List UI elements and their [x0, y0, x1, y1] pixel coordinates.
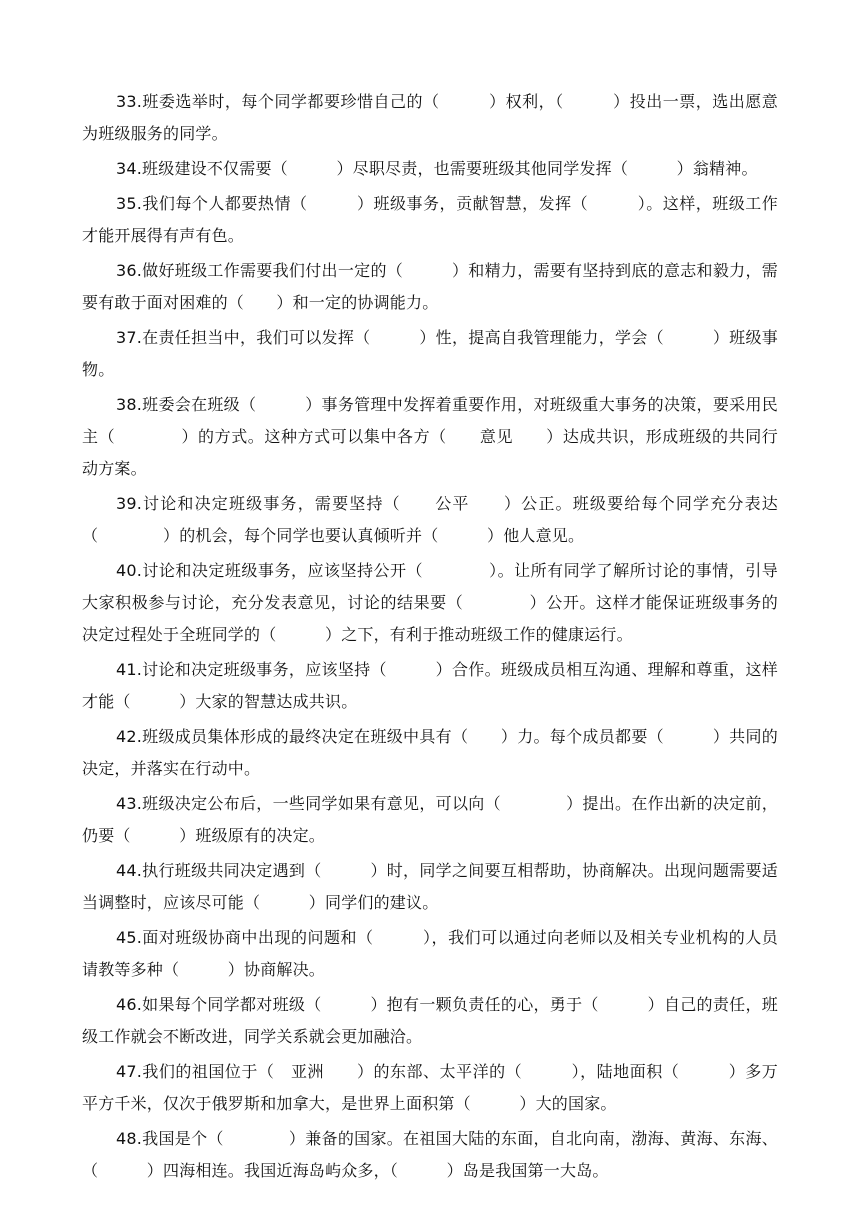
question-35: 35.我们每个人都要热情（ ）班级事务，贡献智慧，发挥（ ）。这样，班级工作才能开展得有声有色。: [82, 194, 778, 245]
question-47: 47.我们的祖国位于（ 亚洲 ）的东部、太平洋的（ ），陆地面积（ ）多万平方千米，仅次于俄罗斯和加拿大，是世界上面积第（ ）大的国家。: [82, 1062, 778, 1113]
question-36: 36.做好班级工作需要我们付出一定的（ ）和精力，需要有坚持到底的意志和毅力，需要有敢于面对困难的（ ）和一定的协调能力。: [82, 261, 778, 312]
question-45: 45.面对班级协商中出现的问题和（ ），我们可以通过向老师以及相关专业机构的人员请教等多种（ ）协商解决。: [82, 928, 778, 979]
question-48: 48.我国是个（ ）兼备的国家。在祖国大陆的东面，自北向南，渤海、黄海、东海、（ ）四海相连。我国近海岛屿众多，（ ）岛是我国第一大岛。: [82, 1129, 778, 1180]
question-33: 33.班委选举时，每个同学都要珍惜自己的（ ）权利，（ ）投出一票，选出愿意为班级服务的同学。: [82, 92, 778, 143]
question-37: 37.在责任担当中，我们可以发挥（ ）性，提高自我管理能力，学会（ ）班级事物。: [82, 328, 778, 379]
question-40: 40.讨论和决定班级事务，应该坚持公开（ ）。让所有同学了解所讨论的事情，引导大家积极参与讨论，充分发表意见，讨论的结果要（ ）公开。这样才能保证班级事务的决定过程处于全班同学的（ ）之下，有利于推动班级工作的健康运行。: [82, 561, 778, 644]
question-42: 42.班级成员集体形成的最终决定在班级中具有（ ）力。每个成员都要（ ）共同的决定，并落实在行动中。: [82, 727, 778, 778]
question-41: 41.讨论和决定班级事务，应该坚持（ ）合作。班级成员相互沟通、理解和尊重，这样才能（ ）大家的智慧达成共识。: [82, 660, 778, 711]
question-46: 46.如果每个同学都对班级（ ）抱有一颗负责任的心，勇于（ ）自己的责任，班级工作就会不断改进，同学关系就会更加融洽。: [82, 995, 778, 1046]
question-38: 38.班委会在班级（ ）事务管理中发挥着重要作用，对班级重大事务的决策，要采用民主（ ）的方式。这种方式可以集中各方（ 意见 ）达成共识，形成班级的共同行动方案。: [82, 395, 778, 478]
question-43: 43.班级决定公布后，一些同学如果有意见，可以向（ ）提出。在作出新的决定前，仍要（ ）班级原有的决定。: [82, 794, 778, 845]
question-39: 39.讨论和决定班级事务，需要坚持（ 公平 ）公正。班级要给每个同学充分表达（ ）的机会，每个同学也要认真倾听并（ ）他人意见。: [82, 494, 778, 545]
question-34: 34.班级建设不仅需要（ ）尽职尽责，也需要班级其他同学发挥（ ）翁精神。: [116, 159, 758, 178]
question-sheet: [82, 86, 778, 1190]
question-44: 44.执行班级共同决定遇到（ ）时，同学之间要互相帮助，协商解决。出现问题需要适当调整时，应该尽可能（ ）同学们的建议。: [82, 861, 778, 912]
